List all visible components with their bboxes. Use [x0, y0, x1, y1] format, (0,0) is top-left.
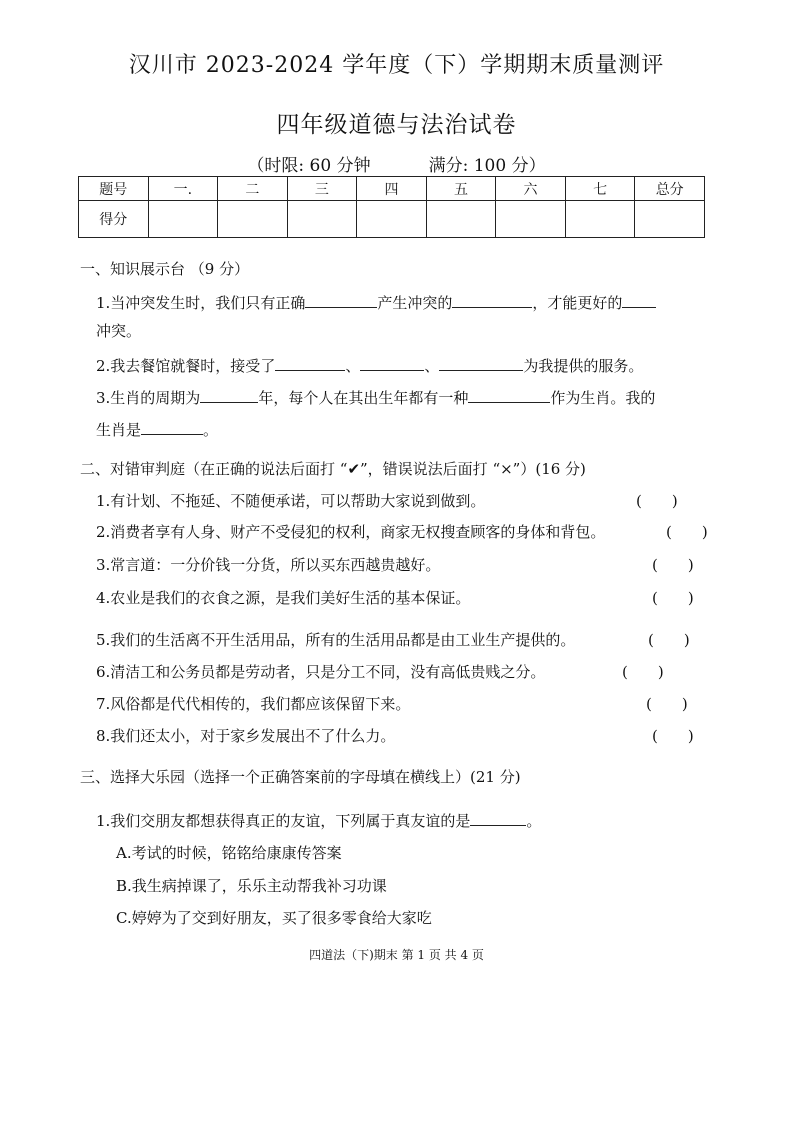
score-header-cell: 四: [357, 177, 427, 201]
answer-blank[interactable]: [200, 386, 258, 403]
answer-paren[interactable]: ( ): [652, 727, 694, 745]
answer-blank[interactable]: [360, 354, 424, 371]
score-table: [78, 176, 705, 238]
score-cell[interactable]: [565, 201, 635, 238]
s3-question-1: 1.我们交朋友都想获得真正的友谊，下列属于真友谊的是 。: [96, 809, 541, 831]
exam-title: 汉川市 2023-2024 学年度（下）学期期末质量测评: [128, 53, 665, 78]
score-header-cell: 题号: [79, 177, 149, 201]
section1-heading: 一、知识展示台 （9 分）: [80, 260, 250, 278]
answer-paren[interactable]: ( ): [652, 556, 694, 574]
s1-question-1-cont: 冲突。: [96, 322, 142, 340]
page-footer: 四道法（下)期末 第 1 页 共 4 页: [309, 948, 484, 962]
option-a: A.考试的时候，铭铭给康康传答案: [116, 844, 342, 862]
score-cell[interactable]: [148, 201, 218, 238]
score-header-cell: 二: [218, 177, 288, 201]
section2-heading: 二、对错审判庭（在正确的说法后面打 “✔”，错误说法后面打 “×”）(16 分): [80, 460, 586, 478]
full-score: 满分: 100 分）: [428, 156, 546, 176]
answer-paren[interactable]: ( ): [636, 492, 678, 510]
score-header-cell: 三: [287, 177, 357, 201]
score-cell[interactable]: [287, 201, 357, 238]
exam-time-score: [0, 151, 793, 176]
s2-item: 5.我们的生活离不开生活用品，所有的生活用品都是由工业生产提供的。: [96, 631, 576, 649]
answer-blank[interactable]: [305, 291, 377, 308]
s1-question-3-cont: 生肖是 。: [96, 418, 218, 440]
answer-paren[interactable]: ( ): [622, 663, 664, 681]
answer-blank[interactable]: [470, 809, 526, 826]
answer-blank[interactable]: [141, 418, 203, 435]
s2-item: 6.清洁工和公务员都是劳动者，只是分工不同，没有高低贵贱之分。: [96, 663, 546, 681]
s2-item: 4.农业是我们的衣食之源，是我们美好生活的基本保证。: [96, 589, 471, 607]
exam-subtitle: 四年级道德与法治试卷: [276, 112, 517, 138]
answer-blank[interactable]: [622, 291, 656, 308]
score-row-label: 得分: [79, 201, 149, 238]
score-cell[interactable]: [426, 201, 496, 238]
score-cell[interactable]: [218, 201, 288, 238]
s2-item: 1.有计划、不拖延、不随便承诺，可以帮助大家说到做到。: [96, 492, 486, 510]
option-c: C.婷婷为了交到好朋友，买了很多零食给大家吃: [116, 909, 432, 927]
score-cell[interactable]: [496, 201, 566, 238]
s2-item: 7.风俗都是代代相传的，我们都应该保留下来。: [96, 695, 411, 713]
s1-question-3: 3.生肖的周期为 年，每个人在其出生年都有一种 作为生肖。我的: [96, 386, 655, 408]
time-limit: （时限: 60 分钟: [247, 156, 371, 176]
answer-paren[interactable]: ( ): [652, 589, 694, 607]
section3-heading: 三、选择大乐园（选择一个正确答案前的字母填在横线上）(21 分): [80, 768, 521, 786]
s2-item: 8.我们还太小，对于家乡发展出不了什么力。: [96, 727, 396, 745]
option-b: B.我生病掉课了，乐乐主动帮我补习功课: [116, 877, 387, 895]
answer-blank[interactable]: [275, 354, 345, 371]
answer-blank[interactable]: [468, 386, 550, 403]
score-header-cell: 六: [496, 177, 566, 201]
answer-blank[interactable]: [452, 291, 532, 308]
answer-paren[interactable]: ( ): [648, 631, 690, 649]
answer-blank[interactable]: [439, 354, 523, 371]
score-header-cell: 总分: [635, 177, 705, 201]
score-cell[interactable]: [635, 201, 705, 238]
score-header-cell: 五: [426, 177, 496, 201]
s2-item: 2.消费者享有人身、财产不受侵犯的权利，商家无权搜查顾客的身体和背包。: [96, 523, 606, 541]
score-cell[interactable]: [357, 201, 427, 238]
score-header-cell: 一.: [148, 177, 218, 201]
answer-paren[interactable]: ( ): [646, 695, 688, 713]
s1-question-2: 2.我去餐馆就餐时，接受了 、 、 为我提供的服务。: [96, 354, 643, 376]
s2-item: 3.常言道：一分价钱一分货，所以买东西越贵越好。: [96, 556, 441, 574]
s1-question-1: 1.当冲突发生时，我们只有正确 产生冲突的 ，才能更好的: [96, 291, 656, 313]
answer-paren[interactable]: ( ): [666, 523, 708, 541]
score-header-cell: 七: [565, 177, 635, 201]
